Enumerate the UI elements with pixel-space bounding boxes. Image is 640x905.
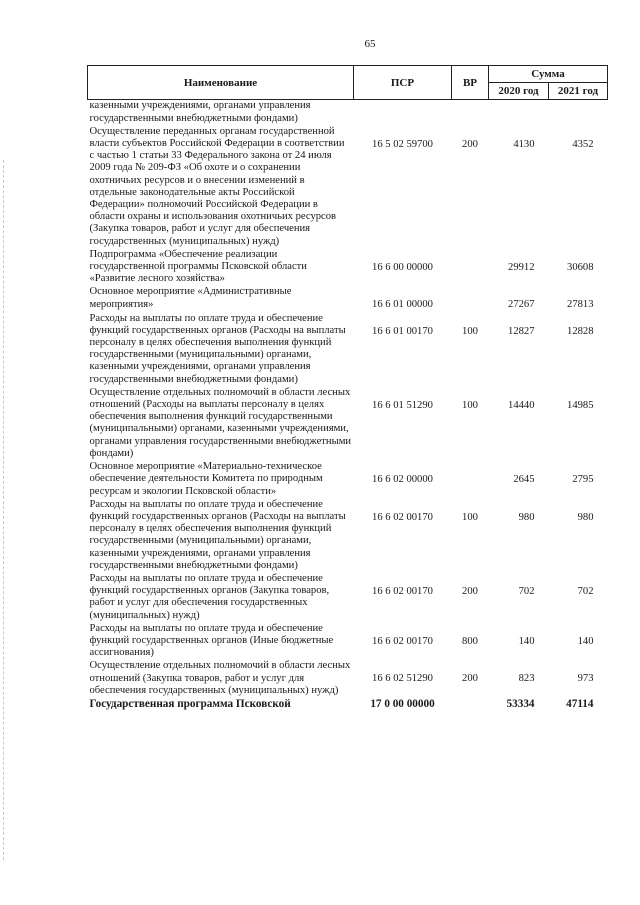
row-sum-2021: 4352	[572, 138, 594, 150]
row-sum-2020: 980	[518, 511, 535, 523]
row-vr-code: 800	[462, 635, 478, 647]
row-psr-code	[354, 100, 452, 126]
row-vr-code: 200	[462, 585, 478, 597]
budget-table	[87, 65, 608, 711]
row-sum-2021: 2795	[572, 474, 594, 486]
header-sum: Сумма	[489, 66, 608, 83]
page-edge-line	[3, 160, 5, 860]
row-vr-code	[452, 100, 489, 126]
row-sum-2021: 140	[577, 635, 594, 647]
header-vr: ВР	[452, 66, 489, 100]
row-psr-code: 16 6 01 51290	[372, 399, 433, 411]
header-name: Наименование	[88, 66, 354, 100]
row-psr-code: 16 5 02 59700	[372, 138, 433, 150]
table-header	[88, 66, 608, 100]
row-sum-2020: 823	[518, 673, 535, 685]
budget-table-container	[87, 65, 607, 711]
row-sum-2020: 53334	[506, 697, 535, 710]
row-psr-code: 16 6 02 51290	[372, 673, 433, 685]
row-name: Расходы на выплаты по оплате труда и обеспечение функций государственных органов (Иные бюджетные ассигнования)	[89, 622, 334, 659]
row-psr-code: 17 0 00 00000	[370, 697, 435, 710]
table-row	[88, 660, 608, 698]
row-vr-code: 100	[462, 511, 478, 523]
row-psr-code: 16 6 00 00000	[372, 261, 433, 273]
row-sum-2021: 702	[577, 585, 594, 597]
row-sum-2020: 12827	[508, 325, 535, 337]
table-body	[88, 100, 608, 711]
row-vr-code	[452, 286, 489, 312]
table-row	[88, 249, 608, 287]
row-sum-2020: 140	[518, 635, 535, 647]
row-vr-code: 100	[462, 325, 478, 337]
row-sum-2021: 47114	[566, 697, 594, 710]
row-psr-code: 16 6 01 00170	[372, 325, 433, 337]
table-row	[88, 623, 608, 661]
table-row	[88, 126, 608, 249]
row-vr-code: 200	[462, 673, 478, 685]
table-row	[88, 461, 608, 499]
table-row	[88, 698, 608, 711]
table-row	[88, 100, 608, 126]
row-name: Основное мероприятие «Административные мероприятия»	[89, 286, 292, 310]
row-sum-2021: 980	[577, 511, 594, 523]
row-sum-2020	[489, 100, 549, 126]
row-name: Осуществление отдельных полномочий в области лесных отношений (Закупка товаров, работ и услуг для обеспечения государственных (муниципальных) нужд)	[89, 660, 351, 696]
row-name: Расходы на выплаты по оплате труда и обеспечение функций государственных органов (Расходы на выплаты персоналу в целях обеспечения выполнения функций государственными (муниципальными) органами, казенными учреждениями, органами управления государственными внебюджетными фондами)	[89, 498, 346, 571]
header-year-2020: 2020 год	[489, 83, 549, 100]
row-name: казенными учреждениями, органами управления государственными внебюджетными фондами)	[89, 100, 311, 124]
row-sum-2021: 973	[577, 673, 594, 685]
row-vr-code: 100	[462, 399, 478, 411]
row-psr-code: 16 6 02 00170	[372, 585, 433, 597]
row-vr-code	[452, 461, 489, 499]
page-number: 65	[364, 38, 376, 50]
table-row	[88, 313, 608, 387]
row-sum-2020: 29912	[508, 261, 535, 273]
row-name: Основное мероприятие «Материально-техническое обеспечение деятельности Комитета по природным ресурсам и экологии Псковской области»	[89, 461, 323, 497]
row-name: Подпрограмма «Обеспечение реализации государственной программы Псковской области «Развитие лесного хозяйства»	[89, 248, 307, 285]
header-year-2021: 2021 год	[549, 83, 608, 100]
row-sum-2021: 27813	[567, 299, 594, 311]
row-name: Осуществление переданных органам государственной власти субъектов Российской Федерации в соответствии с частью 1 статьи 33 Федерального закона от 24 июля 2009 года № 209-ФЗ «Об охоте и о сохранении охотничьих ресурсов и о внесении изменений в отдельные законодательные акты Российской Федерации» полномочий Российской Федерации в области охраны и использования охотничьих ресурсов (Закупка товаров, работ и услуг для обеспечения государственных (муниципальных) нужд)	[89, 125, 345, 247]
row-sum-2020: 14440	[508, 399, 535, 411]
row-sum-2021	[549, 100, 608, 126]
table-row	[88, 286, 608, 312]
row-vr-code	[452, 249, 489, 287]
row-psr-code: 16 6 01 00000	[372, 299, 433, 311]
row-name: Расходы на выплаты по оплате труда и обеспечение функций государственных органов (Закупка товаров, работ и услуг для обеспечения государственных (муниципальных) нужд)	[89, 572, 330, 621]
header-psr: ПСР	[354, 66, 452, 100]
table-row	[88, 387, 608, 461]
row-name: Государственная программа Псковской	[89, 697, 291, 710]
row-sum-2020: 702	[518, 585, 535, 597]
row-name: Осуществление отдельных полномочий в области лесных отношений (Расходы на выплаты персоналу в целях обеспечения выполнения функций государственными (муниципальными) органами, казенными учреждениями, органами управления государственными внебюджетными фондами)	[89, 386, 352, 459]
row-psr-code: 16 6 02 00170	[372, 511, 433, 523]
row-vr-code	[452, 698, 489, 711]
row-sum-2021: 30608	[567, 261, 594, 273]
row-sum-2020: 27267	[508, 299, 535, 311]
row-sum-2021: 14985	[567, 399, 594, 411]
row-sum-2020: 4130	[513, 138, 535, 150]
row-name: Расходы на выплаты по оплате труда и обеспечение функций государственных органов (Расходы на выплаты персоналу в целях обеспечения выполнения функций государственными (муниципальными) органами, казенными учреждениями, органами управления государственными внебюджетными фондами)	[89, 312, 346, 385]
row-psr-code: 16 6 02 00170	[372, 635, 433, 647]
row-sum-2020: 2645	[513, 474, 535, 486]
table-row	[88, 499, 608, 573]
row-sum-2021: 12828	[567, 325, 594, 337]
row-vr-code: 200	[462, 138, 478, 150]
row-psr-code: 16 6 02 00000	[372, 474, 433, 486]
table-row	[88, 573, 608, 623]
